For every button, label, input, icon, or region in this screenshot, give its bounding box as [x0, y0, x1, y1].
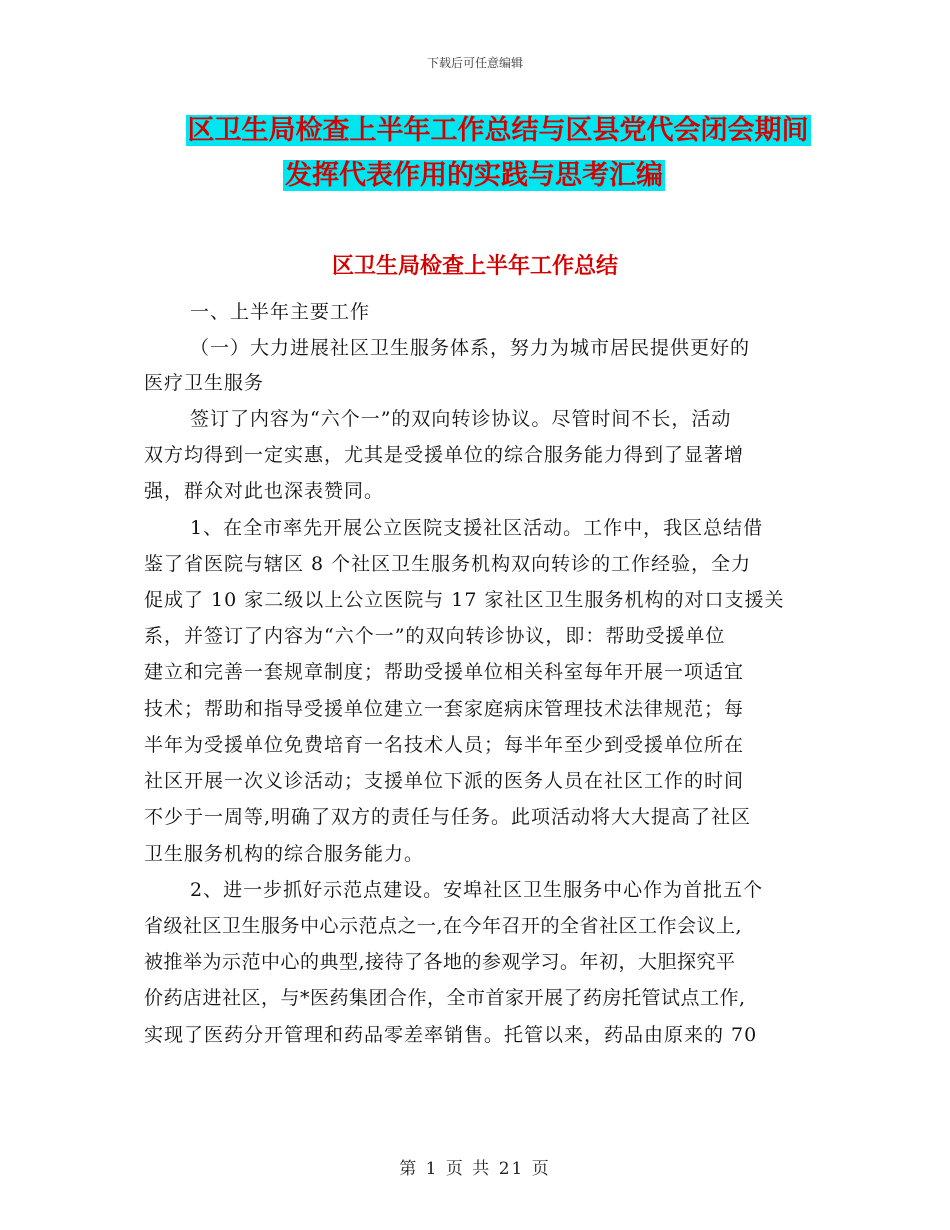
text-line: 系，并签订了内容为“六个一”的双向转诊协议，即：帮助受援单位: [144, 625, 726, 647]
document-title-line-2: [0, 158, 950, 194]
text-line: 双方均得到一定实惠，尤其是受援单位的综合服务能力得到了显著增: [144, 444, 745, 466]
text-line: 1、在全市率先开展公立医院支援社区活动。工作中，我区总结借: [190, 517, 764, 539]
text-line: 实现了医药分开管理和药品零差率销售。托管以来，药品由原来的 70: [144, 1024, 758, 1046]
text-line: 卫生服务机构的综合服务能力。: [144, 843, 425, 865]
text-line: 被推举为示范中心的典型,接待了各地的参观学习。年初，大胆探究平: [144, 951, 736, 973]
title-highlight-1: 区卫生局检查上半年工作总结与区县党代会闭会期间: [187, 115, 809, 146]
text-line: 社区开展一次义诊活动；支援单位下派的医务人员在社区工作的时间: [144, 770, 745, 792]
page-footer: 第 1 页 共 21 页: [399, 1159, 551, 1179]
text-line: 2、进一步抓好示范点建设。安埠社区卫生服务中心作为首批五个: [190, 879, 764, 901]
text-line: 省级社区卫生服务中心示范点之一,在今年召开的全省社区工作会议上,: [144, 915, 743, 937]
text-line: 强，群众对此也深表赞同。: [144, 480, 385, 502]
text-line: 半年为受援单位免费培育一名技术人员；每半年至少到受援单位所在: [144, 734, 745, 756]
text-line: 鉴了省医院与辖区 8 个社区卫生服务机构双向转诊的工作经验，全力: [144, 553, 752, 575]
text-line: 建立和完善一套规章制度；帮助受援单位相关科室每年开展一项适宜: [144, 661, 745, 683]
section-title: 区卫生局检查上半年工作总结: [331, 254, 618, 279]
text-line: 技术；帮助和指导受援单位建立一套家庭病床管理技术法律规范；每: [144, 698, 745, 720]
text-line: 签订了内容为“六个一”的双向转诊协议。尽管时间不长，活动: [190, 408, 732, 430]
text-line: 价药店进社区，与*医药集团合作，全市首家开展了药房托管试点工作,: [144, 987, 746, 1009]
header-note: 下载后可任意编辑: [426, 56, 523, 70]
text-line: 不少于一周等,明确了双方的责任与任务。此项活动将大大提高了社区: [144, 806, 752, 828]
text-line: 医疗卫生服务: [144, 372, 265, 394]
text-line: 一、上半年主要工作: [190, 301, 371, 323]
text-line: 促成了 10 家二级以上公立医院与 17 家社区卫生服务机构的对口支援关: [144, 589, 785, 611]
title-highlight-2: 发挥代表作用的实践与思考汇编: [285, 160, 663, 191]
document-title-line-1: [0, 113, 950, 149]
text-line: （一）大力进展社区卫生服务体系，努力为城市居民提供更好的: [190, 337, 751, 359]
